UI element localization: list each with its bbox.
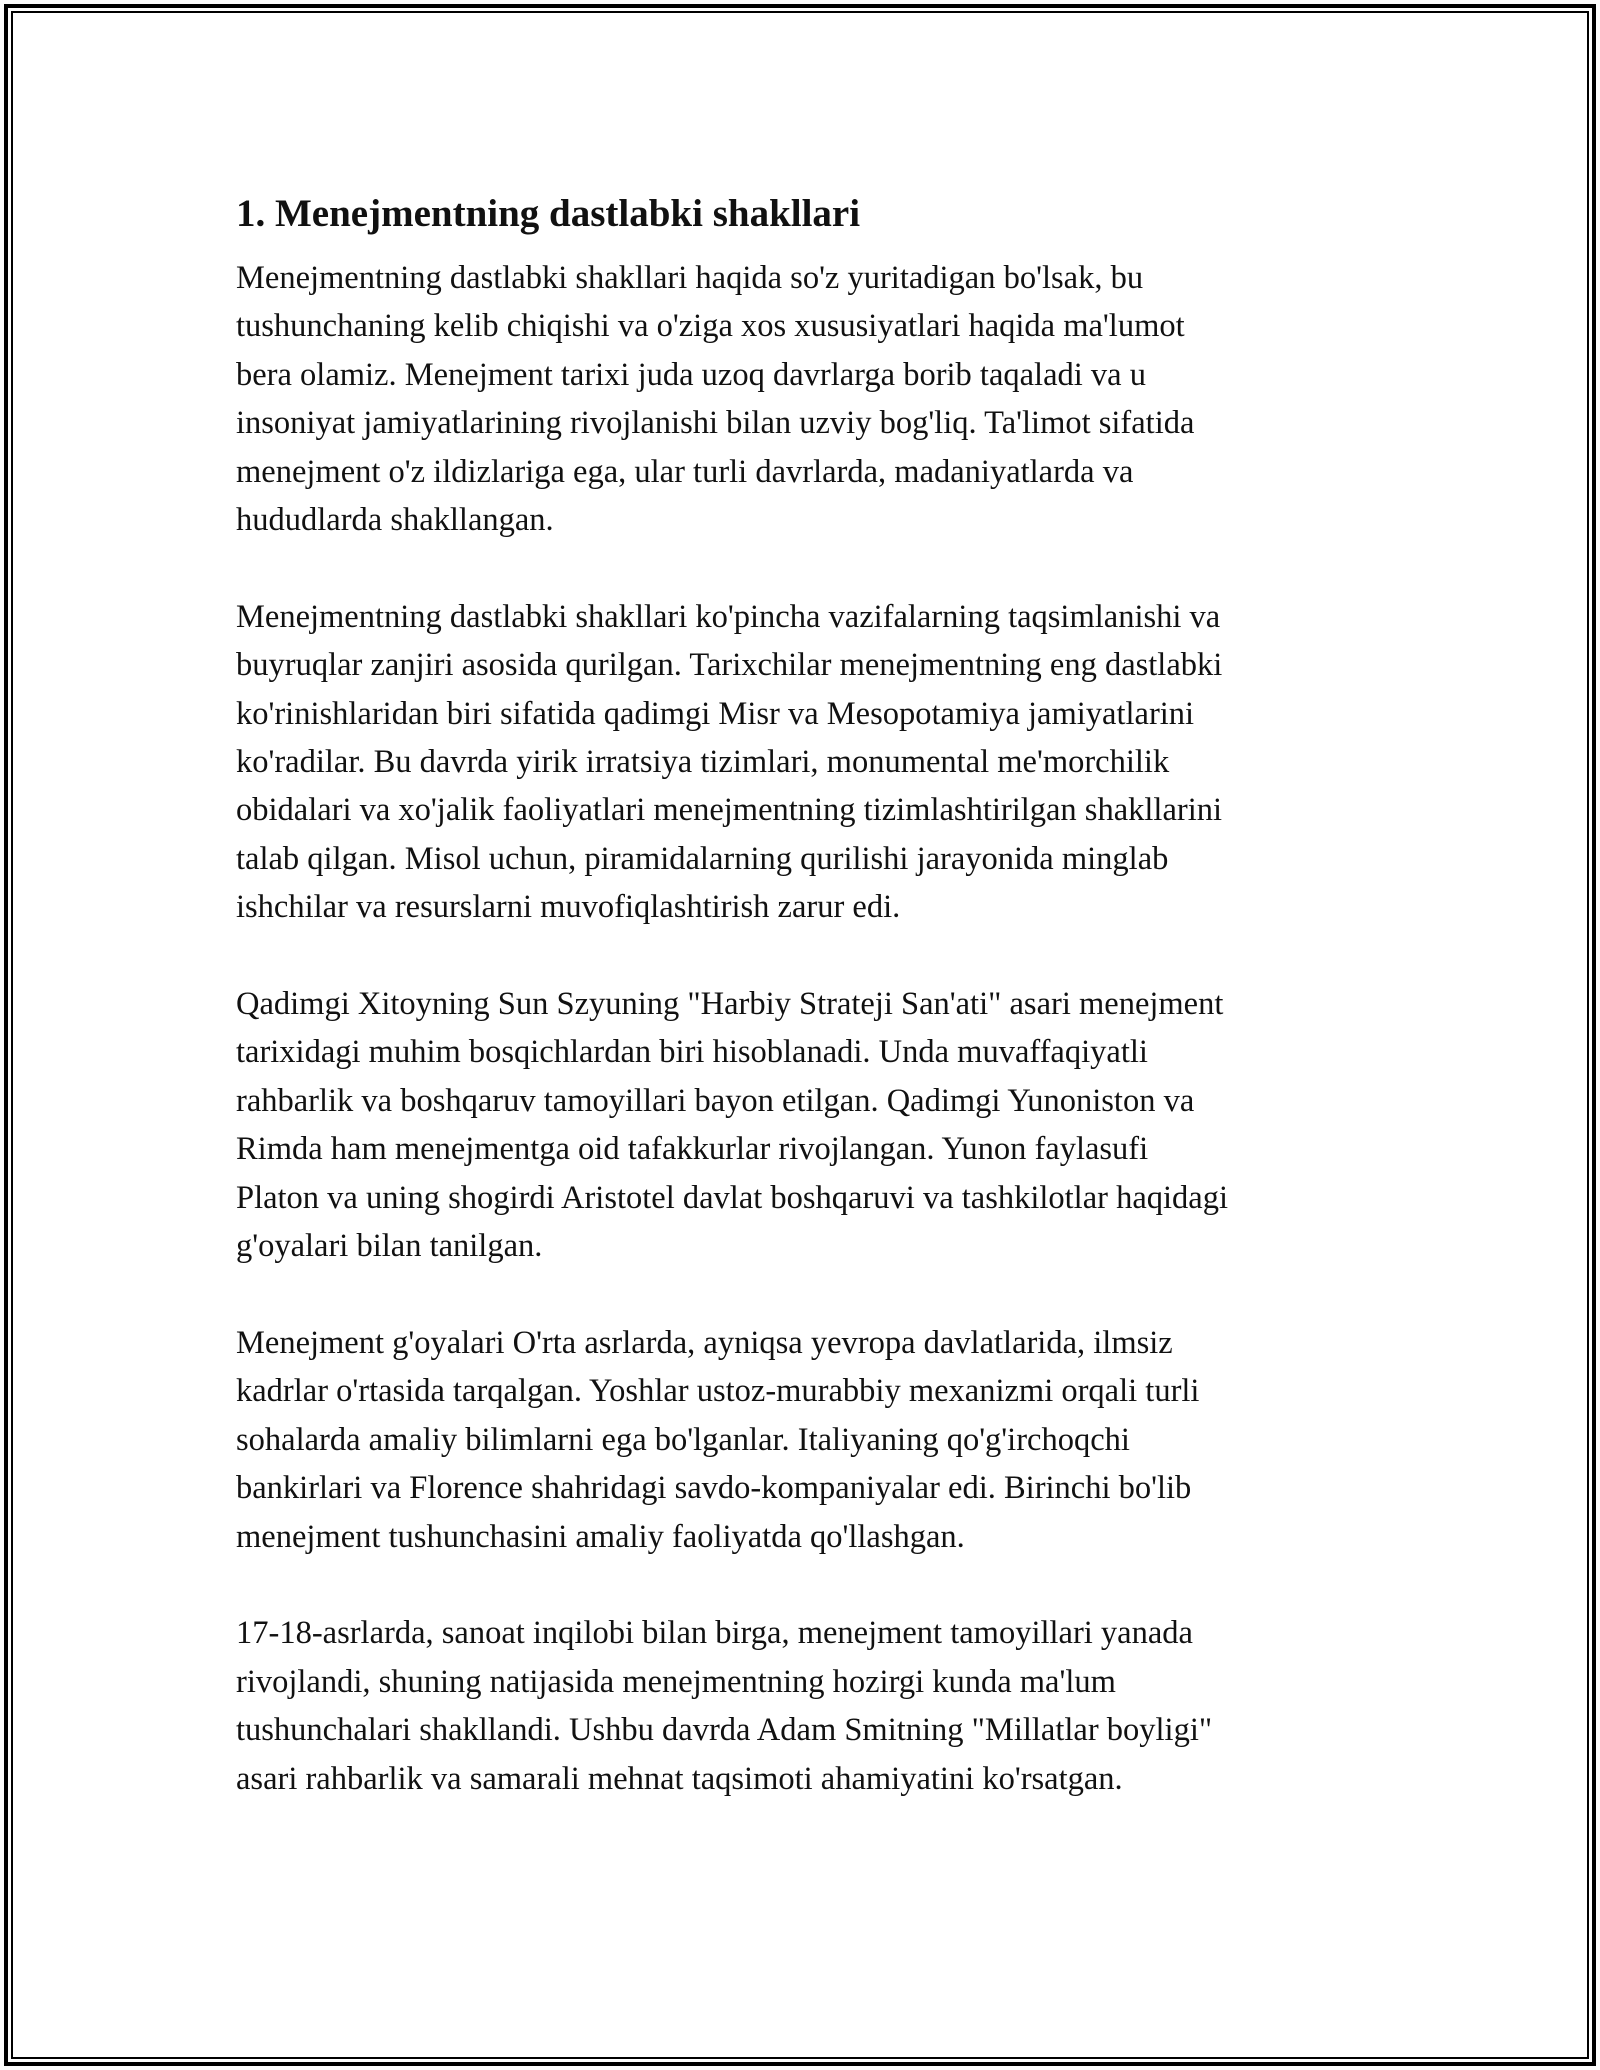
document-body — [236, 188, 1366, 1851]
paragraph-3: Qadimgi Xitoyning Sun Szyuning "Harbiy Strateji San'ati" asari menejment tarixidagi muhim bosqichlardan biri hisoblanadi. Unda muvaffaqiyatli rahbarlik va boshqaruv tamoyillari bayon etilgan. Qadimgi Yunoniston va Rimda ham menejmentga oid tafakkurlar rivojlangan. Yunon faylasufi Platon va uning shogirdi Aristotel davlat boshqaruvi va tashkilotlar haqidagi g'oyalari bilan tanilgan. — [236, 986, 1228, 1265]
paragraph-1: Menejmentning dastlabki shakllari haqida so'z yuritadigan bo'lsak, bu tushunchaning kelib chiqishi va o'ziga xos xususiyatlari haqida ma'lumot bera olamiz. Menejment tarixi juda uzoq davrlarga borib taqaladi va u insoniyat jamiyatlarining rivojlanishi bilan uzviy bog'liq. Ta'limot sifatida menejment o'z ildizlariga ega, ular turli davrlarda, madaniyatlarda va hududlarda shakllangan. — [236, 260, 1195, 539]
paragraph-4: Menejment g'oyalari O'rta asrlarda, ayniqsa yevropa davlatlarida, ilmsiz kadrlar o'rtasida tarqalgan. Yoshlar ustoz-murabbiy mexanizmi orqali turli sohalarda amaliy bilimlarni ega bo'lganlar. Italiyaning qo'g'irchoqchi bankirlari va Florence shahridagi savdo-kompaniyalar edi. Birinchi bo'lib menejment tushunchasini amaliy faoliyatda qo'llashgan. — [236, 1324, 1200, 1555]
section-heading: 1. Menejmentning dastlabki shakllari — [236, 192, 861, 235]
paragraph-2: Menejmentning dastlabki shakllari ko'pincha vazifalarning taqsimlanishi va buyruqlar zanjiri asosida qurilgan. Tarixchilar menejmentning eng dastlabki ko'rinishlaridan biri sifatida qadimgi Misr va Mesopotamiya jamiyatlarini ko'radilar. Bu davrda yirik irratsiya tizimlari, monumental me'morchilik obidalari va xo'jalik faoliyatlari menejmentning tizimlashtirilgan shakllarini talab qilgan. Misol uchun, piramidalarning qurilishi jarayonida minglab ishchilar va resurslarni muvofiqlashtirish zarur edi. — [236, 598, 1223, 926]
paragraph-5: 17-18-asrlarda, sanoat inqilobi bilan birga, menejment tamoyillari yanada rivojlandi, shuning natijasida menejmentning hozirgi kunda ma'lum tushunchalari shakllandi. Ushbu davrda Adam Smitning "Millatlar boyligi" asari rahbarlik va samarali mehnat taqsimoti ahamiyatini ko'rsatgan. — [236, 1615, 1213, 1797]
